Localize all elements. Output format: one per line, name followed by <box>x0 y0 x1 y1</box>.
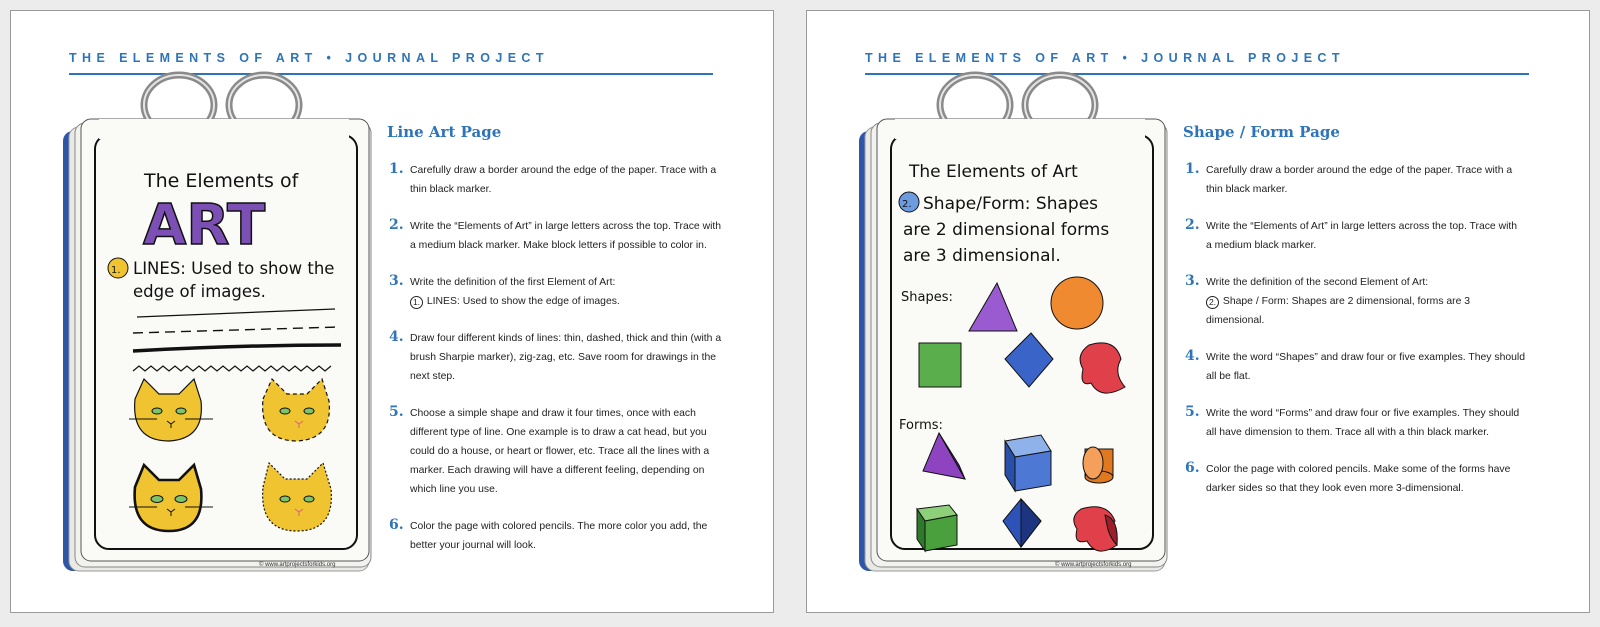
journal-number: 2. <box>902 199 912 210</box>
steps-list <box>389 161 729 573</box>
step-text: Choose a simple shape and draw it four times, once with each different type of line. One example is to draw a cat head, but you could do a house, or heart or flower, etc. Trace all the lines with a marker. Each drawing will have a different feeling, depending on which line you use. <box>410 408 710 495</box>
step-item <box>389 217 729 255</box>
journal-definition-line-3: are 3 dimensional. <box>903 246 1061 266</box>
step-number: 3. <box>389 273 404 289</box>
copyright-text: © www.artprojectsforkids.org <box>1055 562 1132 568</box>
step-text: Write the word “Shapes” and draw four or five examples. They should all be flat. <box>1206 352 1525 382</box>
step-item <box>389 273 729 311</box>
step-text: Write the “Elements of Art” in large letters across the top. Trace with a medium black marker. <box>1206 221 1518 251</box>
step-text: Carefully draw a border around the edge of the paper. Trace with a thin black marker. <box>1206 165 1513 195</box>
circled-number: 2. <box>1206 296 1219 309</box>
step-text: Carefully draw a border around the edge of the paper. Trace with a thin black marker. <box>410 165 717 195</box>
step-item <box>389 329 729 386</box>
step-item <box>389 161 729 199</box>
step-number: 4. <box>389 329 404 345</box>
journal-definition-line-2: are 2 dimensional forms <box>903 220 1110 240</box>
step-number: 6. <box>1185 460 1200 476</box>
section-title: Line Art Page <box>387 123 502 141</box>
step-item <box>1185 460 1525 498</box>
step-item <box>1185 348 1525 386</box>
circled-number: 1. <box>410 296 423 309</box>
journal-heading: The Elements of Art <box>909 162 1078 182</box>
step-text: Color the page with colored pencils. Make some of the forms have darker sides so that they look even more 3-dimensional. <box>1206 464 1511 494</box>
step-text-after: Shape / Form: Shapes are 2 dimensional, forms are 3 dimensional. <box>1206 296 1471 326</box>
square-shape <box>919 343 961 387</box>
step-number: 1. <box>389 161 404 177</box>
shape-form-journal-illustration <box>845 69 1175 589</box>
step-text-before: Write the definition of the first Element of Art: <box>410 277 616 288</box>
step-text: Write the “Elements of Art” in large letters across the top. Trace with a medium black marker. Make block letters if possible to color in. <box>410 221 722 251</box>
step-text: Color the page with colored pencils. The more color you add, the better your journal will look. <box>410 521 708 551</box>
green-cube-form <box>917 505 957 551</box>
journal-front-page <box>877 119 1165 561</box>
shapes-label: Shapes: <box>901 290 953 305</box>
step-item <box>1185 161 1525 199</box>
step-text <box>1203 273 1525 330</box>
step-number: 1. <box>1185 161 1200 177</box>
step-number: 5. <box>1185 404 1200 420</box>
journal-heading: The Elements of <box>144 170 299 192</box>
copyright-text: © www.artprojectsforkids.org <box>259 562 336 568</box>
section-title: Shape / Form Page <box>1183 123 1340 141</box>
step-text: Draw four different kinds of lines: thin, dashed, thick and thin (with a brush Sharpie marker), zig-zag, etc. Save room for drawings in the next step. <box>410 333 722 382</box>
step-text <box>407 273 620 311</box>
steps-list <box>1185 161 1525 516</box>
page-header: THE ELEMENTS OF ART • JOURNAL PROJECT <box>865 51 1345 65</box>
journal-definition-line-1: LINES: Used to show the <box>133 259 335 278</box>
step-number: 2. <box>1185 217 1200 233</box>
step-number: 5. <box>389 404 404 420</box>
cylinder-form <box>1083 447 1113 483</box>
step-number: 3. <box>1185 273 1200 289</box>
line-art-journal-illustration <box>49 69 379 589</box>
ring-cover-strip <box>99 119 349 139</box>
step-text-after: LINES: Used to show the edge of images. <box>426 296 620 307</box>
page-header: THE ELEMENTS OF ART • JOURNAL PROJECT <box>69 51 549 65</box>
forms-label: Forms: <box>899 418 943 433</box>
step-item <box>389 404 729 499</box>
journal-definition-line-2: edge of images. <box>133 282 266 301</box>
line-art-page-sheet <box>10 10 774 613</box>
step-number: 4. <box>1185 348 1200 364</box>
circle-shape <box>1051 277 1103 329</box>
step-text: Write the word “Forms” and draw four or five examples. They should all have dimension to them. Trace all with a thin black marker. <box>1206 408 1520 438</box>
step-text-before: Write the definition of the second Element of Art: <box>1206 277 1429 288</box>
step-item <box>389 517 729 555</box>
shape-form-page-sheet <box>806 10 1590 613</box>
step-item <box>1185 217 1525 255</box>
step-number: 6. <box>389 517 404 533</box>
journal-definition-line-1: Shape/Form: Shapes <box>923 194 1099 214</box>
journal-art-word: ART <box>143 193 266 258</box>
cube-form <box>1005 435 1051 491</box>
step-item <box>1185 404 1525 442</box>
step-number: 2. <box>389 217 404 233</box>
ring-cover-strip <box>895 119 1145 139</box>
step-item <box>1185 273 1525 330</box>
journal-number: 1. <box>111 265 121 276</box>
